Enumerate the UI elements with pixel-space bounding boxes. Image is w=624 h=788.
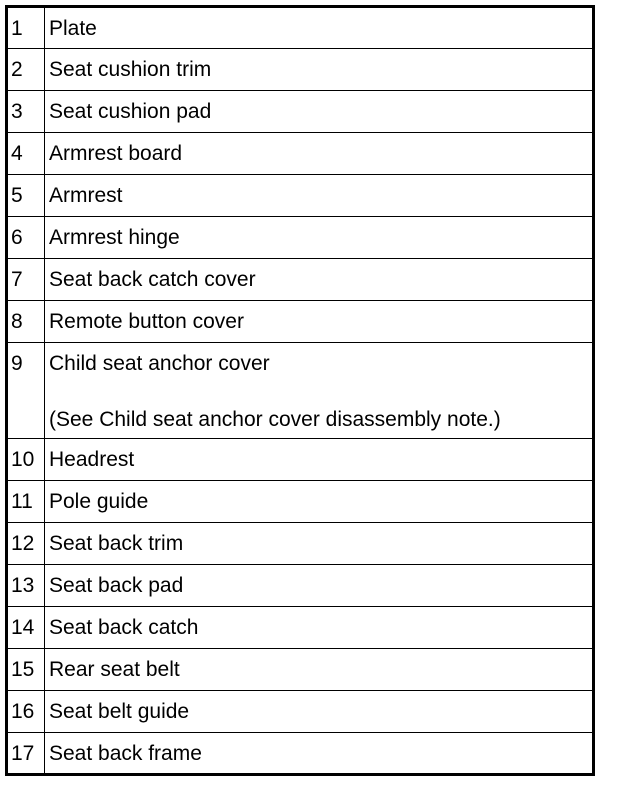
part-number: 11 xyxy=(7,481,45,523)
parts-row xyxy=(7,91,594,133)
part-name: Seat back catch xyxy=(49,616,199,639)
part-number: 9 xyxy=(7,343,45,439)
parts-row xyxy=(7,733,594,775)
part-name-cell xyxy=(45,565,594,607)
part-name: Child seat anchor cover xyxy=(49,352,270,375)
part-name: Remote button cover xyxy=(49,310,244,333)
part-name: Armrest xyxy=(49,184,123,207)
part-number: 12 xyxy=(7,523,45,565)
part-number: 8 xyxy=(7,301,45,343)
part-name-cell xyxy=(45,439,594,481)
part-note: (See Child seat anchor cover disassembly note.) xyxy=(49,408,501,431)
part-name-cell xyxy=(45,7,594,49)
part-name-cell xyxy=(45,217,594,259)
parts-row xyxy=(7,217,594,259)
part-name: Headrest xyxy=(49,448,135,471)
part-name: Seat back trim xyxy=(49,532,184,555)
part-number: 5 xyxy=(7,175,45,217)
part-name: Armrest board xyxy=(49,142,183,165)
parts-row xyxy=(7,7,594,49)
parts-row xyxy=(7,523,594,565)
part-name: Pole guide xyxy=(49,490,149,513)
part-number: 1 xyxy=(7,7,45,49)
part-name: Rear seat belt xyxy=(49,658,180,681)
part-name: Seat back pad xyxy=(49,574,184,597)
parts-row xyxy=(7,133,594,175)
parts-row xyxy=(7,691,594,733)
part-name-cell xyxy=(45,91,594,133)
part-name-cell xyxy=(45,607,594,649)
parts-row xyxy=(7,343,594,439)
parts-row xyxy=(7,607,594,649)
part-number: 15 xyxy=(7,649,45,691)
part-number: 6 xyxy=(7,217,45,259)
part-name: Seat back catch cover xyxy=(49,268,256,291)
parts-row xyxy=(7,301,594,343)
part-name-cell xyxy=(45,301,594,343)
parts-row xyxy=(7,49,594,91)
parts-table-body xyxy=(7,7,594,775)
parts-row xyxy=(7,649,594,691)
part-name-cell xyxy=(45,133,594,175)
part-name-cell xyxy=(45,49,594,91)
part-name-cell xyxy=(45,691,594,733)
part-number: 16 xyxy=(7,691,45,733)
part-name-cell xyxy=(45,481,594,523)
part-number: 2 xyxy=(7,49,45,91)
part-name-cell xyxy=(45,343,594,439)
parts-row xyxy=(7,175,594,217)
parts-row xyxy=(7,565,594,607)
parts-row xyxy=(7,259,594,301)
part-number: 10 xyxy=(7,439,45,481)
part-name-cell xyxy=(45,259,594,301)
part-name: Seat belt guide xyxy=(49,700,190,723)
part-name: Armrest hinge xyxy=(49,226,180,249)
part-number: 3 xyxy=(7,91,45,133)
parts-row xyxy=(7,439,594,481)
part-number: 13 xyxy=(7,565,45,607)
part-name-cell xyxy=(45,523,594,565)
parts-table xyxy=(5,5,595,776)
part-name-cell xyxy=(45,175,594,217)
part-name-cell xyxy=(45,649,594,691)
part-number: 7 xyxy=(7,259,45,301)
part-name: Plate xyxy=(49,17,97,40)
part-name: Seat back frame xyxy=(49,742,202,765)
part-name-cell xyxy=(45,733,594,775)
part-name: Seat cushion pad xyxy=(49,100,212,123)
part-number: 17 xyxy=(7,733,45,775)
part-number: 4 xyxy=(7,133,45,175)
part-name: Seat cushion trim xyxy=(49,58,212,81)
part-number: 14 xyxy=(7,607,45,649)
parts-row xyxy=(7,481,594,523)
